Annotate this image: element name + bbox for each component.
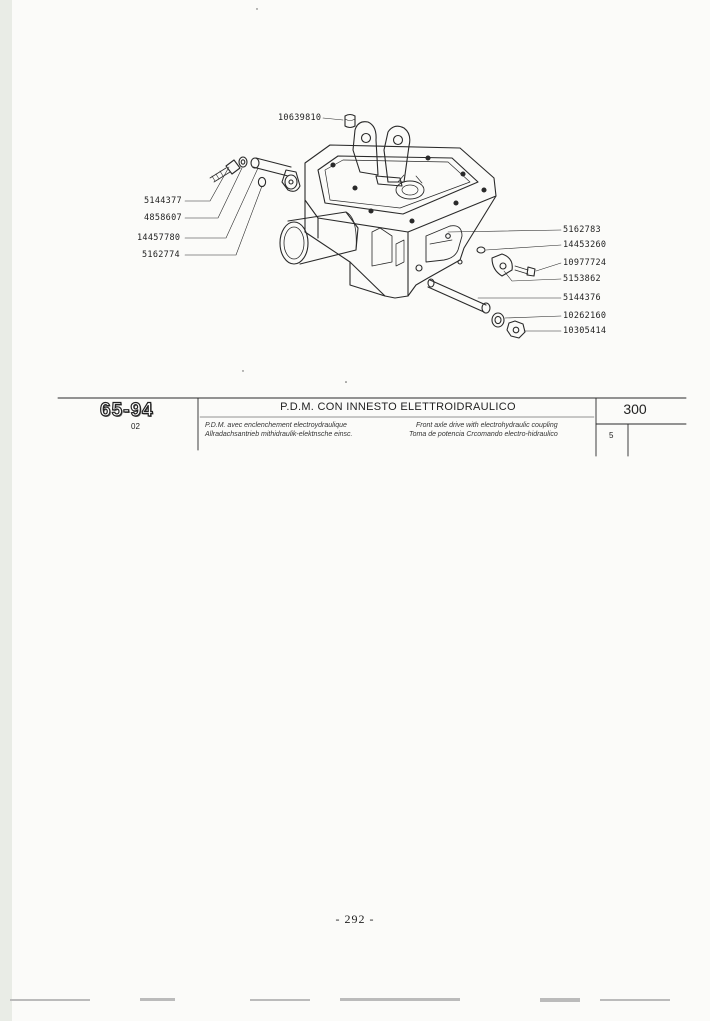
part-label-14453260: 14453260 [563,240,607,250]
subtitle-english: Front axle drive with electrohydraulic coupling [416,422,558,429]
page-title: P.D.M. CON INNESTO ELETTROIDRAULICO [280,401,516,413]
part-label-5144376: 5144376 [563,293,601,303]
section-number: 5 [609,431,614,440]
right-parts-drawing [428,247,535,338]
part-label-10639810: 10639810 [278,113,322,123]
model-variant: 02 [131,422,140,431]
part-label-5144377: 5144377 [144,196,182,206]
scan-noise-strip [0,996,710,1006]
part-label-14457780: 14457780 [137,233,181,243]
model-badge: 65-94 [100,400,154,421]
part-label-4858607: 4858607 [144,213,182,223]
part-label-10262160: 10262160 [563,311,607,321]
part-label-10305414: 10305414 [563,326,607,336]
part-label-5162783: 5162783 [563,225,601,235]
housing-drawing [280,122,496,298]
page-number: - 292 - [335,912,375,926]
catalog-header [0,380,710,470]
subtitle-spanish: Toma de potencia Crcomando electro-hidraulico [409,431,558,438]
leader-lines [185,118,561,331]
part-label-5153862: 5153862 [563,274,601,284]
left-parts-drawing [210,115,355,192]
part-label-5162774: 5162774 [142,250,180,260]
subtitle-german: Allradachsantrieb mithidraulik-elektnsche einsc. [205,431,353,438]
part-label-10977724: 10977724 [563,258,607,268]
subtitle-french: P.D.M. avec enclenchement electroydraulique [205,422,347,429]
page-code: 300 [623,401,647,417]
